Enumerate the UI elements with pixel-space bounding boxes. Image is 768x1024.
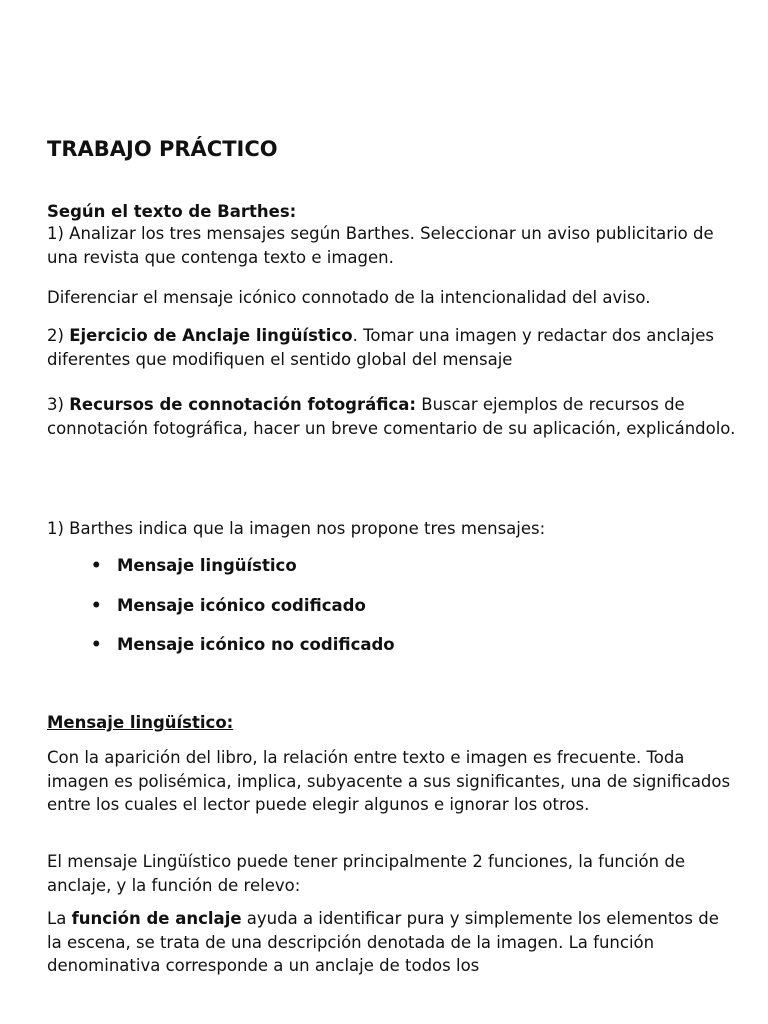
paragraph-3-bold: función de anclaje	[71, 909, 242, 928]
bullet-icon: •	[91, 556, 102, 575]
instruction-3-number: 3)	[47, 395, 70, 414]
paragraph-2: El mensaje Lingüístico puede tener principalmente 2 funciones, la función de anclaje, y la función de relevo:	[47, 852, 685, 895]
list-item-label: Mensaje icónico codificado	[117, 596, 366, 615]
section-heading-text: Mensaje lingüístico:	[47, 713, 234, 732]
instruction-3	[47, 393, 737, 440]
paragraph-1: Con la aparición del libro, la relación entre texto e imagen es frecuente. Toda imagen es polisémica, implica, subyacente a sus significantes, una de significados entre los cuales el lector puede elegir algunos e ignorar los otros.	[47, 748, 731, 814]
list-item	[91, 554, 297, 578]
bullet-icon: •	[91, 635, 102, 654]
instruction-2-text: . Tomar una imagen y redactar dos anclajes diferentes que modifiquen el sentido global del mensaje	[47, 326, 714, 369]
paragraph-3	[47, 907, 737, 978]
instruction-3-text: Buscar ejemplos de recursos de connotación fotográfica, hacer un breve comentario de su aplicación, explicándolo.	[47, 395, 736, 438]
answer-1-intro: 1) Barthes indica que la imagen nos propone tres mensajes:	[47, 519, 546, 538]
list-item	[91, 633, 395, 657]
instruction-1: 1) Analizar los tres mensajes según Barthes. Seleccionar un aviso publicitario de una revista que contenga texto e imagen.	[47, 224, 714, 267]
instruction-3-bold: Recursos de connotación fotográfica:	[69, 395, 417, 414]
list-item-label: Mensaje icónico no codificado	[117, 635, 395, 654]
bullet-icon: •	[91, 596, 102, 615]
page-title: TRABAJO PRÁCTICO	[47, 137, 278, 161]
intro-heading-text: Según el texto de Barthes:	[47, 202, 297, 221]
list-item	[91, 594, 366, 618]
section-heading	[47, 711, 737, 735]
instruction-2-number: 2)	[47, 326, 70, 345]
intro-heading	[47, 200, 737, 224]
list-item-label: Mensaje lingüístico	[117, 556, 297, 575]
instruction-2-bold: Ejercicio de Anclaje lingüístico	[69, 326, 353, 345]
paragraph-3-text: ayuda a identificar pura y simplemente los elementos de la escena, se trata de una descripción denotada de la imagen. La función denominativa corresponde a un anclaje de todos los	[47, 909, 719, 975]
instruction-diferenciar: Diferenciar el mensaje icónico connotado de la intencionalidad del aviso.	[47, 288, 651, 307]
paragraph-3-lead: La	[47, 909, 72, 928]
instruction-2	[47, 324, 737, 371]
